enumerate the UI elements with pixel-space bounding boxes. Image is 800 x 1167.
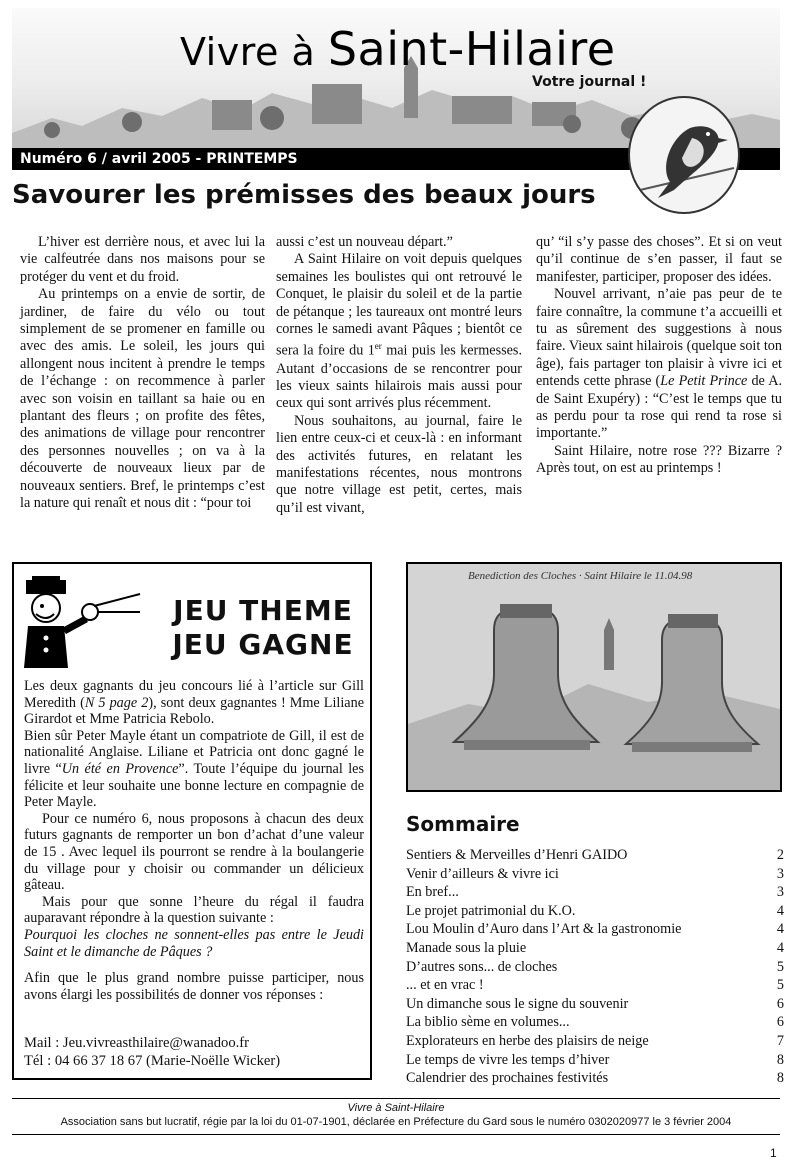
sommaire-item-page: 2 (776, 847, 784, 863)
sommaire-item-page: 3 (776, 865, 784, 882)
sommaire-item (406, 995, 784, 1014)
article-column-3 (536, 234, 782, 478)
issue-bar: Numéro 6 / avril 2005 - PRINTEMPS (12, 148, 780, 170)
mail-link[interactable]: Jeu.vivreasthilaire@wanadoo.fr (62, 1035, 249, 1051)
footer-divider (12, 1134, 780, 1135)
sommaire-item-page: 8 (776, 1070, 784, 1087)
sommaire-item-label: D’autres sons... de cloches (406, 958, 558, 975)
sommaire-item (406, 902, 784, 921)
article-paragraph (276, 251, 522, 412)
sommaire-list (406, 846, 784, 1088)
sommaire-item-page: 4 (776, 921, 784, 938)
article-text: mai puis les kermesses. Autant d’occasions de se rencontrer pour les vieux saints hilairois mais aussi pour ceux qui sont arrivés plus récemment. (276, 343, 522, 412)
photo-caption: Benediction des Cloches · Saint Hilaire le 11.04.98 (468, 570, 693, 582)
article-paragraph (536, 286, 782, 443)
sommaire-title: Sommaire (406, 812, 520, 836)
sommaire-item (406, 865, 784, 884)
article-text: A Saint Hilaire on voit depuis quelques semaines les boulistes qui ont retrouvé le Conquet, le plaisir du soleil et de la partie de pétanque ; les taureaux ont montré leurs cornes le samedi avant Pâques ; bientôt ce sera la foire du 1 (276, 251, 522, 360)
sommaire-item-label: Lou Moulin d’Auro dans l’Art & la gastronomie (406, 921, 682, 938)
article-paragraph: Nous souhaitons, au journal, faire le lien entre ceux-ci et ceux-là : en informant des activités futures, en relatant les manifestations récentes, nous montrons que notre village est petit, certes, mais qu’il est vivant, (276, 412, 522, 516)
jeu-text: Bien sûr Peter Mayle étant un compatriote de Gill, il est de nationalité Anglaise. Liliane et Patricia ont donc gagné le livre “ (24, 727, 364, 777)
masthead-title (180, 22, 616, 76)
article-paragraph: Au printemps on a envie de sortir, de jardiner, de faire du vélo ou tout simplement de se promener en famille ou avec des amis. Le soleil, les jours qui allongent nous incitent à prendre le temps de l’échange : on recommence à parler avec son voisin en taillant sa haie ou en plantant des fleurs ; on profite des fêtes, des animations de village pour rencontrer des personnes nouvelles ; on va à la découverte de nouveaux lieux par de nouveaux sentiers. Bref, le printemps c’est la nature qui renaît et nous dit : “pour toi (20, 286, 265, 512)
jeu-paragraph: Mais pour que sonne l’heure du régal il faudra auparavant répondre à la question suivante : (24, 893, 364, 927)
article-text: de A. de Saint Exupéry) : “C’est le temps que tu as perdu pour ta rose qui rend ta rose si importante.” (536, 373, 782, 442)
page-number: 1 (770, 1146, 777, 1160)
masthead-title-small: Vivre à (180, 30, 328, 74)
sommaire-item (406, 976, 784, 995)
jeu-body (24, 678, 364, 1003)
footer-legal: Association sans but lucratif, régie par la loi du 01-07-1901, déclarée en Préfecture du Gard sous le numéro 0302020977 le 3 février 2004 (60, 1116, 732, 1128)
sommaire-item (406, 846, 784, 865)
sommaire-item-page: 5 (776, 958, 784, 975)
sommaire-item-label: Venir d’ailleurs & vivre ici (406, 865, 559, 882)
jeu-title (158, 594, 368, 662)
sommaire-item-page: 8 (776, 1051, 784, 1068)
sommaire-item (406, 920, 784, 939)
sommaire-item-label: Le temps de vivre les temps d’hiver (406, 1051, 610, 1068)
article-paragraph: qu’ “il s’y passe des choses”. Et si on veut qu’il continue de s’en passer, il faut se manifester, participer, proposer des idées. (536, 234, 782, 285)
jeu-paragraph: Pour ce numéro 6, nous proposons à chacun des deux futurs gagnants de remporter un bon d’achat d’une valeur de 15 . Avec lequel ils pourront se rendre à la boulangerie du village pour y choisir ou commander un délicieux gâteau. (24, 810, 364, 894)
sommaire-item-label: Un dimanche sous le signe du souvenir (406, 995, 629, 1012)
tel-label: Tél : (24, 1053, 55, 1069)
bells-photo (406, 562, 782, 792)
footer-title: Vivre à Saint-Hilaire (347, 1102, 445, 1114)
sommaire-item-page: 7 (776, 1032, 784, 1049)
sommaire-item-label: Le projet patrimonial du K.O. (406, 902, 576, 919)
sommaire-item-page: 4 (776, 939, 784, 956)
sommaire-item-page: 3 (776, 884, 784, 901)
sommaire-item-label: Explorateurs en herbe des plaisirs de neige (406, 1032, 649, 1049)
article-paragraph: aussi c’est un nouveau départ.” (276, 234, 453, 250)
jeu-question: Pourquoi les cloches ne sonnent-elles pas entre le Jeudi Saint et le dimanche de Pâques ? (24, 926, 364, 960)
sommaire-item (406, 939, 784, 958)
sommaire-item (406, 1051, 784, 1070)
jeu-title-line: JEU GAGNE (172, 628, 354, 661)
sommaire-item-label: La biblio sème en volumes... (406, 1014, 570, 1031)
jeu-paragraph (24, 678, 364, 728)
mail-line (24, 1034, 364, 1052)
article-text: Nouvel arrivant, n’aie pas peur de te faire connaître, la commune t’a accueilli et tu as sûrement des suggestions à nous faire. Vieux saint hilairois (quelque soit ton âge), fais partager ton plaisir à vivre ici et entends cette phrase ( (536, 286, 782, 390)
tel-number: 04 66 37 18 67 (Marie-Noëlle Wicker) (54, 1053, 281, 1069)
footer-divider (12, 1098, 780, 1099)
article-paragraph: L’hiver est derrière nous, et avec lui la vie calfeutrée dans nos maisons pour se protéger du vent et du froid. (20, 234, 265, 285)
sommaire-item-label: Manade sous la pluie (406, 939, 527, 956)
jeu-contact (24, 1034, 364, 1070)
sommaire-item-page: 6 (776, 1014, 784, 1031)
sommaire-item (406, 958, 784, 977)
swallow-illustration (628, 96, 740, 214)
sommaire-item-label: ... et en vrac ! (406, 977, 484, 994)
article-column-2 (276, 234, 522, 517)
jeu-text: ”. Toute l’équipe du journal les félicite et leur souhaite une bonne lecture en compagnie de Peter Mayle. (24, 760, 364, 811)
sommaire-item (406, 1013, 784, 1032)
masthead-subtitle: Votre journal ! (532, 74, 647, 90)
sommaire-item (406, 1069, 784, 1088)
town-crier-icon (22, 576, 142, 672)
main-headline: Savourer les prémisses des beaux jours (12, 180, 596, 210)
tel-line (24, 1052, 364, 1070)
sommaire-item-label: En bref... (406, 884, 459, 901)
sommaire-item-label: Sentiers & Merveilles d’Henri GAIDO (406, 847, 628, 863)
mail-label: Mail : (24, 1035, 63, 1051)
jeu-text-italic: Un été en Provence (61, 760, 179, 777)
article-column-1 (20, 234, 265, 513)
sommaire-item (406, 1032, 784, 1051)
bells-icon (408, 564, 782, 792)
article-paragraph: Saint Hilaire, notre rose ??? Bizarre ? Après tout, on est au printemps ! (536, 442, 782, 477)
sommaire-item-label: Calendrier des prochaines festivités (406, 1070, 609, 1087)
jeu-text-italic: N 5 page 2 (84, 694, 149, 711)
jeu-paragraph (24, 728, 364, 811)
jeu-title-line: JEU THEME (173, 594, 353, 627)
sommaire-item (406, 883, 784, 902)
jeu-box (12, 562, 372, 1080)
book-title: Le Petit Prince (660, 373, 748, 390)
sommaire-item-page: 4 (776, 902, 784, 919)
sommaire-item-page: 5 (776, 977, 784, 994)
jeu-text: Les deux gagnants du jeu concours lié à l’article sur Gill Meredith ( (24, 678, 364, 711)
jeu-text: ), sont deux gagnantes ! Mme Liliane Girardot et Mme Patricia Rebolo. (24, 694, 364, 728)
swallow-icon (630, 98, 740, 214)
masthead-title-big: Saint-Hilaire (327, 22, 616, 76)
superscript: er (374, 341, 382, 352)
jeu-paragraph: Afin que le plus grand nombre puisse participer, nous avons élargi les possibilités de donner vos réponses : (24, 970, 364, 1003)
sommaire-item-page: 6 (776, 995, 784, 1012)
